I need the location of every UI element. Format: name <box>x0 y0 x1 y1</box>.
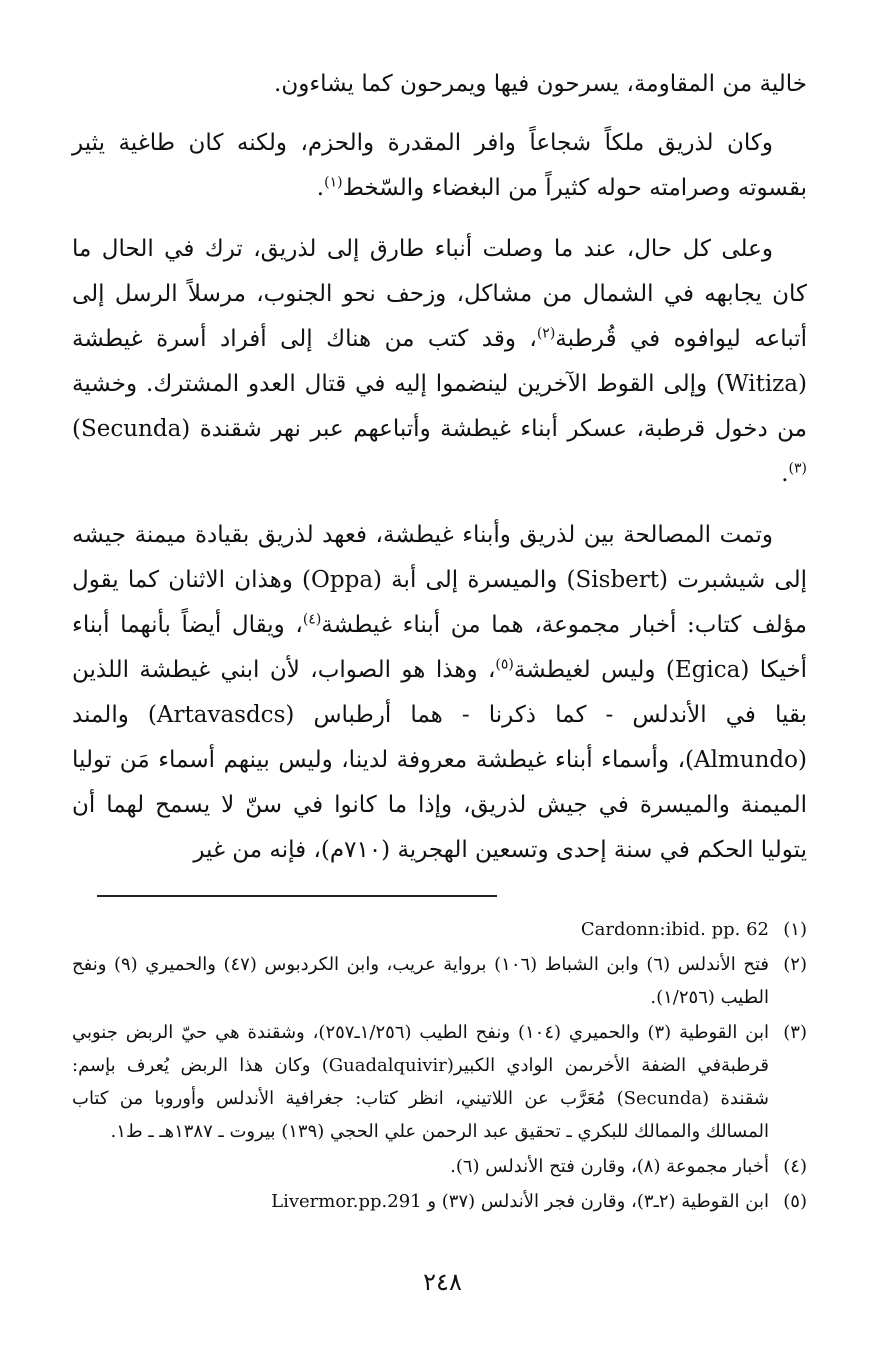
footnote-text: أخبار مجموعة (٨)، وقارن فتح الأندلس (٦). <box>450 1156 769 1177</box>
footnote-number: (٢) <box>783 954 807 975</box>
footnote-ref-1: (١) <box>324 174 343 191</box>
footnote-separator-wrap <box>72 895 807 897</box>
footnote-text: ابن القوطية (٣) والحميري (١٠٤) ونفح الطيب (١/٢٥٦ـ٢٥٧)، وشقندة هي حيّ الربض جنوبي قرطبةفي الضفة الأخرىمن الوادي الكبير(Guadalquivir) وكان هذا الربض يُعرف بإسم: شقندة (Secunda) مُعَرَّب عن اللاتيني، انظر كتاب: جغرافية الأندلس وأوروبا من كتاب المسالك والممالك للبكري ـ تحقيق عبد الرحمن علي الحجي (١٣٩) بيروت ـ ١٣٨٧هـ ـ ط١. <box>72 1022 769 1142</box>
footnotes <box>72 913 807 1218</box>
footnote-item <box>72 948 807 1014</box>
main-text <box>72 62 807 873</box>
footnote-ref-3: (٣) <box>788 460 807 477</box>
footnote-number: (٤) <box>783 1156 807 1177</box>
footnote-separator <box>97 895 497 897</box>
footnote-number: (٣) <box>783 1022 807 1043</box>
paragraph-1: خالية من المقاومة، يسرحون فيها ويمرحون كما يشاءون. <box>274 71 807 97</box>
footnote-text: ابن القوطية (٢ـ٣)، وقارن فجر الأندلس (٣٧) و Livermor.pp.291 <box>271 1191 769 1212</box>
footnote-ref-4: (٤) <box>302 611 322 628</box>
footnote-ref-5: (٥) <box>495 656 514 673</box>
footnote-item <box>72 1185 807 1218</box>
paragraph-3: وعلى كل حال، عند ما وصلت أنباء طارق إلى لذريق، ترك في الحال ما كان يجابهه في الشمال من مشاكل، وزحف نحو الجنوب، مرسلاً الرسل إلى أتباعه ليوافوه في قُرطبة$^{(٢)}$، وقد كتب من هناك إلى أفراد أسرة غيطشة (Witiza) وإلى القوط الآخرين لينضموا إليه في قتال العدو المشترك. وخشية من دخول قرطبة، عسكر أبناء غيطشة وأتباعهم عبر نهر شقندة (Secunda)$^{(٣)}$. <box>72 236 807 487</box>
footnote-number: (١) <box>783 919 807 940</box>
paragraph-4: وتمت المصالحة بين لذريق وأبناء غيطشة، فعهد لذريق بقيادة ميمنة جيشه إلى شيشبرت (Sisbert) والميسرة إلى أبة (Oppa) وهذان الاثنان كما يقول مؤلف كتاب: أخبار مجموعة، هما من أبناء غيطشة$^{(٤)}$، ويقال أيضاً بأنهما أبناء أخيكا (Egica) وليس لغيطشة$^{(٥)}$، وهذا هو الصواب، لأن ابني غيطشة اللذين بقيا في الأندلس - كما ذكرنا - هما أرطباس (Artavasdcs) والمند (Almundo)، وأسماء أبناء غيطشة معروفة لدينا، وليس بينهم أسماء مَن توليا الميمنة والميسرة في جيش لذريق، وإذا ما كانوا في سنّ لا يسمح لهما أن يتوليا الحكم في سنة إحدى وتسعين الهجرية (٧١٠م)، فإنه من غير <box>72 522 808 863</box>
paragraph-2: وكان لذريق ملكاً شجاعاً وافر المقدرة والحزم، ولكنه كان طاغية يثير بقسوته وصرامته حوله كثيراً من البغضاء والسّخط$^{(١)}$. <box>72 130 807 201</box>
footnote-number: (٥) <box>783 1191 807 1212</box>
footnote-text: فتح الأندلس (٦) وابن الشباط (١٠٦) برواية عريب، وابن الكردبوس (٤٧) والحميري (٩) ونفح الطيب (١/٢٥٦). <box>72 954 769 1008</box>
footnote-ref-2: (٢) <box>536 325 556 342</box>
footnote-item <box>72 1016 807 1148</box>
page-number: ٢٤٨ <box>423 1268 462 1296</box>
footnote-item <box>72 913 807 946</box>
footnote-item <box>72 1150 807 1183</box>
footnote-text: Cardonn:ibid. pp. 62 <box>580 919 769 940</box>
